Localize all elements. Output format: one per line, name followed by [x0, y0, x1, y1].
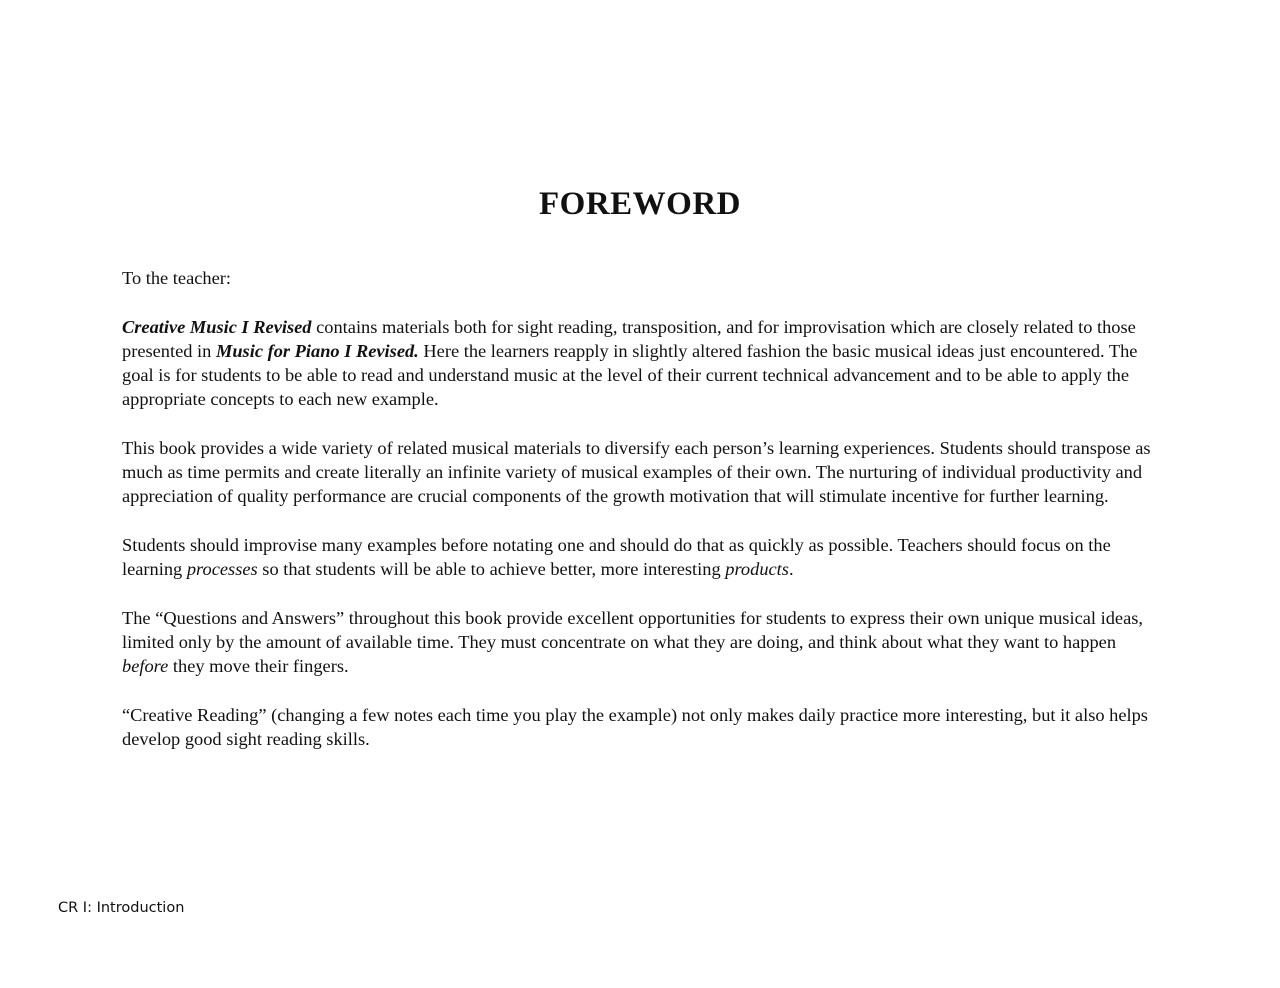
- document-body: [122, 266, 1162, 775]
- page-title: FOREWORD: [539, 186, 741, 222]
- paragraph-4: [122, 606, 1162, 679]
- paragraph-3-text-b: so that students will be able to achieve better, more interesting: [257, 559, 726, 579]
- paragraph-1-text-a: contains materials both for sight reading, transposition, and for improvisation which are closely related to those presented in: [122, 316, 1136, 361]
- book-title-creative-music: Creative Music I Revised: [122, 316, 312, 337]
- paragraph-1: [122, 315, 1162, 412]
- paragraph-3-text-c: .: [788, 559, 794, 579]
- paragraph-1-text-b: Here the learners reapply in slightly altered fashion the basic musical ideas just encountered. The goal is for students to be able to read and understand music at the level of their current technical advancement and to be able to apply the appropriate concepts to each new example.: [122, 340, 1138, 410]
- book-title-music-for-piano: Music for Piano I Revised.: [215, 340, 419, 361]
- page-footer: CR I: Introduction: [58, 900, 185, 916]
- paragraph-4-text-a: The “Questions and Answers” throughout this book provide excellent opportunities for students to express their own unique musical ideas, limited only by the amount of available time. They must concentrate on what they are doing, and think about what they want to happen: [122, 607, 1143, 652]
- paragraph-3: [122, 533, 1162, 581]
- paragraph-3-text-a: Students should improvise many examples before notating one and should do that as quickly as possible. Teachers should focus on the learning: [122, 534, 1111, 579]
- paragraph-4-text-b: they move their fingers.: [168, 656, 349, 676]
- salutation: To the teacher:: [122, 268, 231, 288]
- paragraph-5: “Creative Reading” (changing a few notes each time you play the example) not only makes daily practice more interesting, but it also helps develop good sight reading skills.: [122, 704, 1148, 749]
- emphasis-products: products: [725, 559, 789, 579]
- paragraph-2: This book provides a wide variety of related musical materials to diversify each person’s learning experiences. Students should transpose as much as time permits and create literally an infinite variety of musical examples of their own. The nurturing of individual productivity and appreciation of quality performance are crucial components of the growth motivation that will stimulate incentive for further learning.: [122, 437, 1151, 507]
- emphasis-before: before: [122, 656, 169, 676]
- emphasis-processes: processes: [186, 559, 258, 579]
